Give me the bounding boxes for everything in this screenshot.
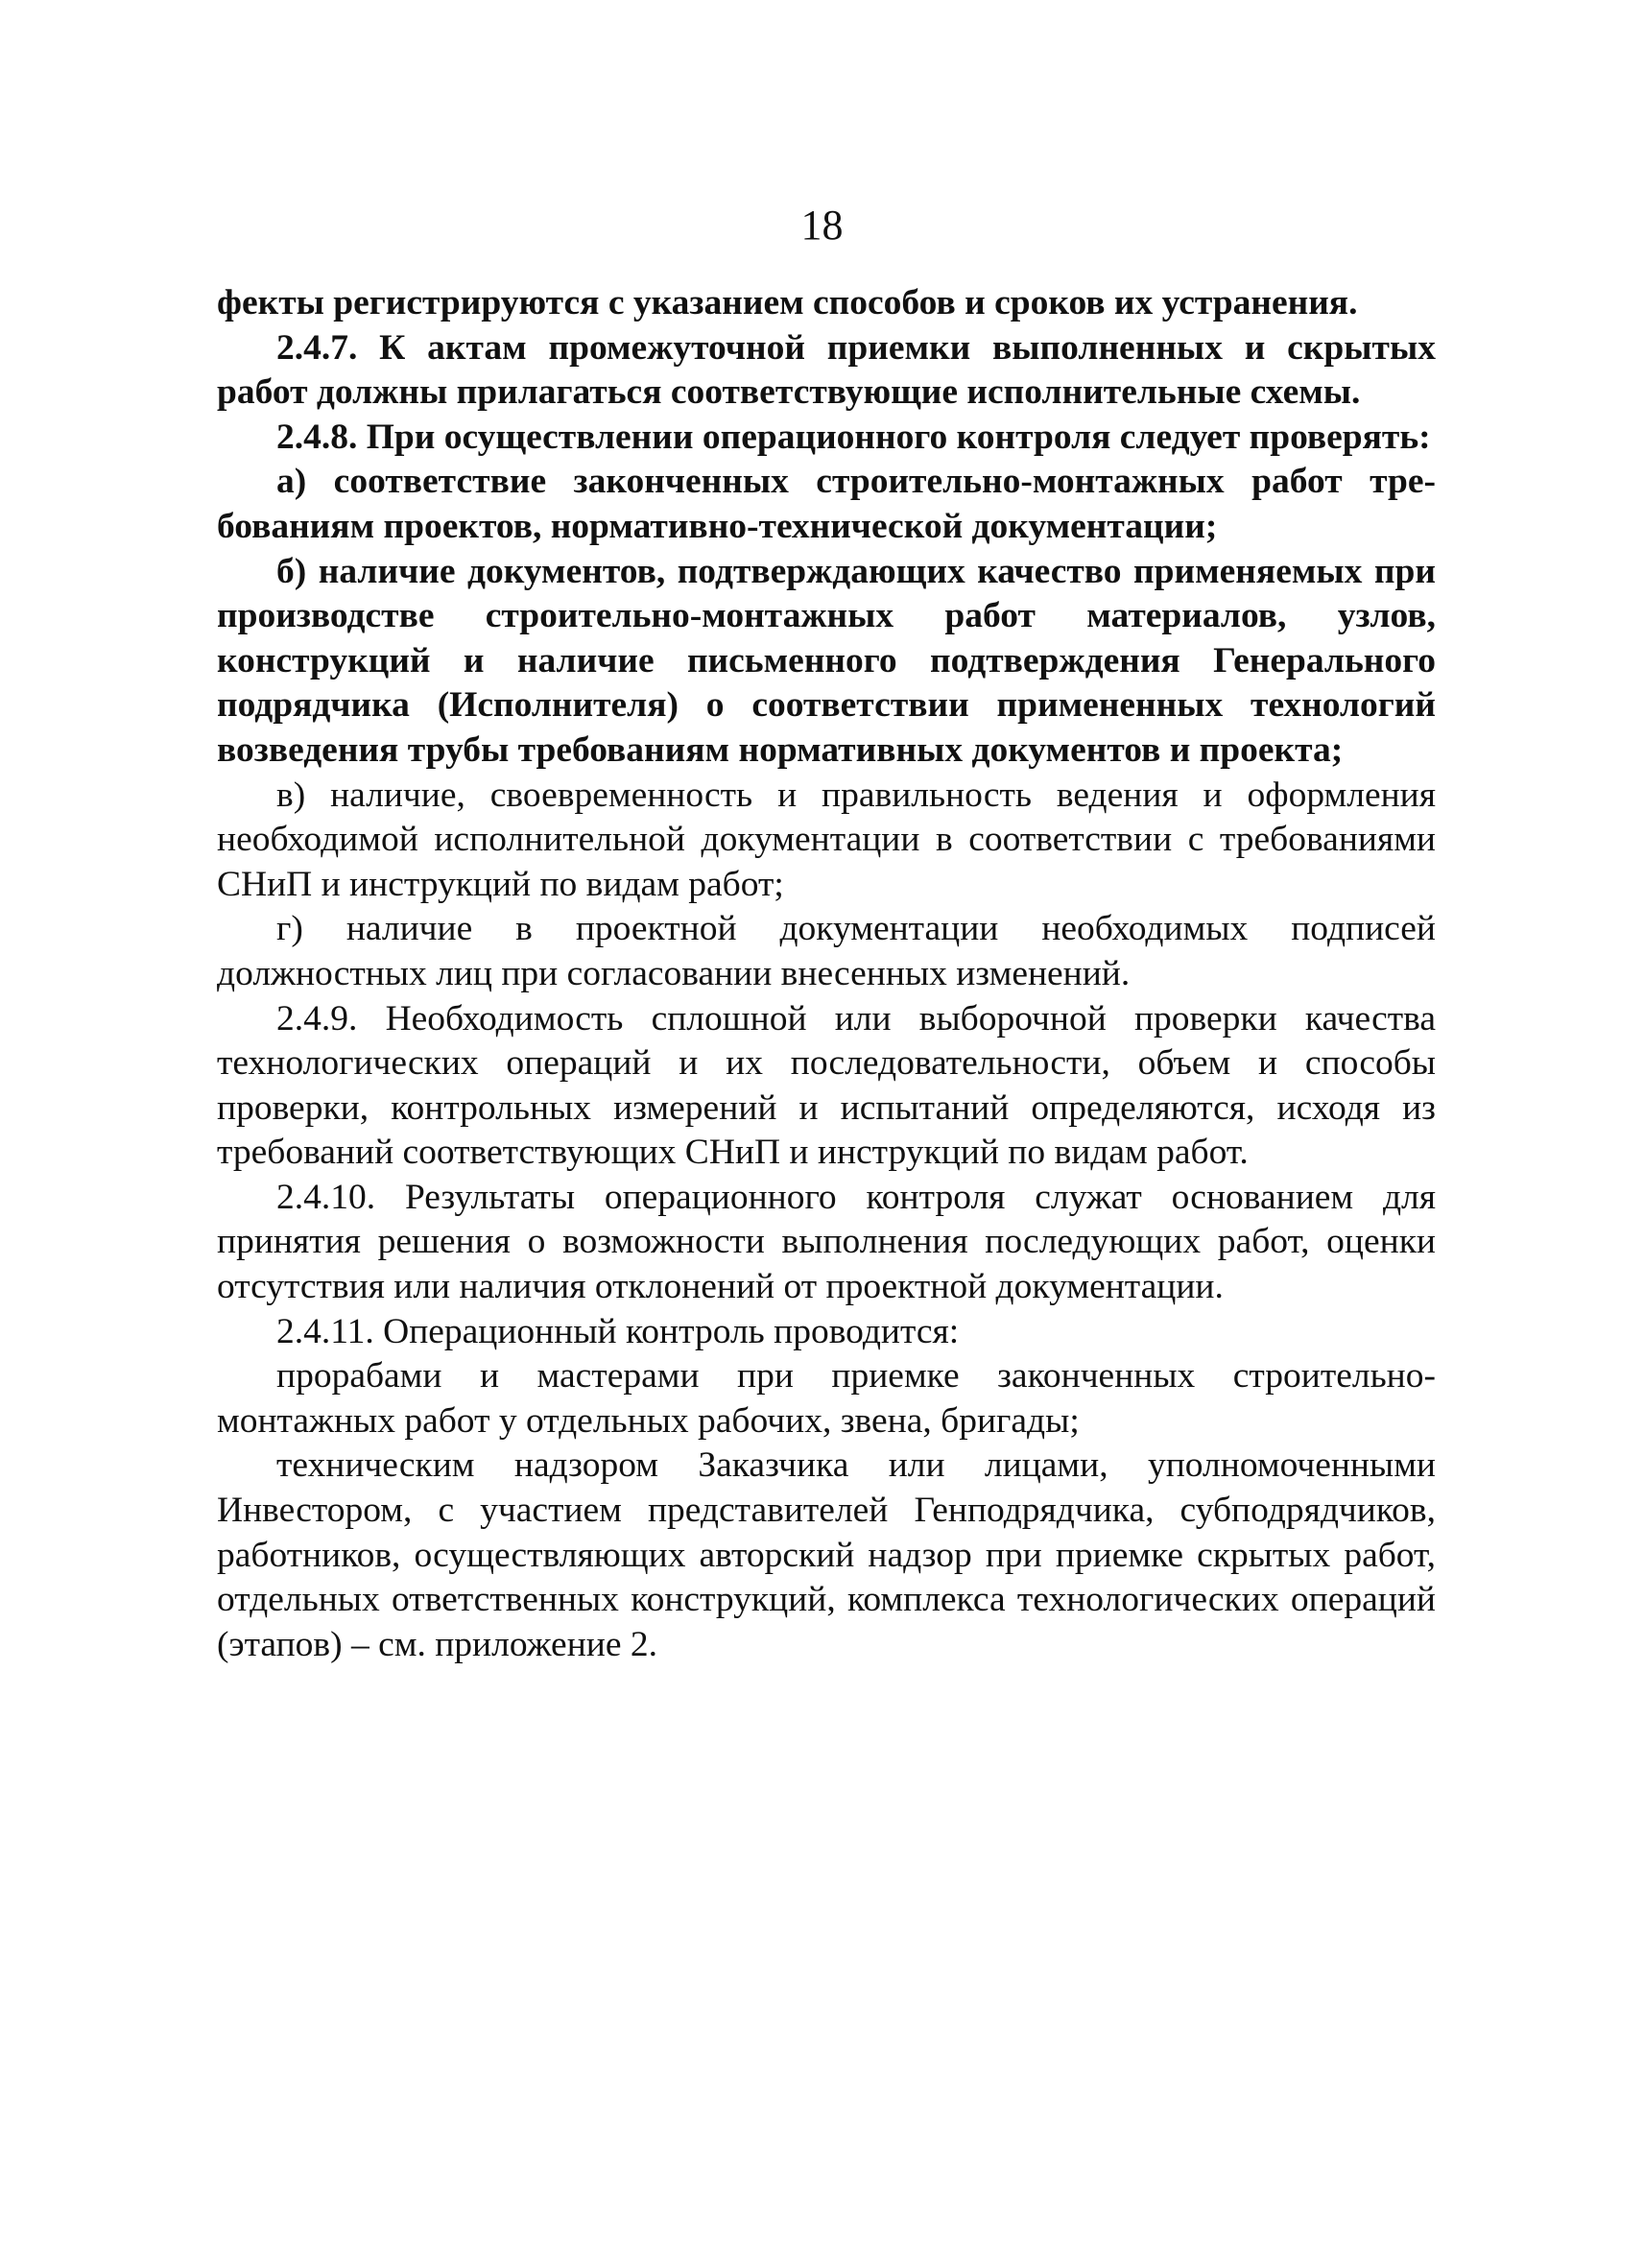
paragraph-technical-supervision: техническим надзором Заказчика или лицами, уполномоченными Инвестором, с участием представителей Генподрядчика, субподрядчиков, работников, осуществляющих авторский надзор при приемке скрытых работ, отдельных ответственных конструкций, комплекса технологических операций (этапов) – см. приложение 2. [217, 1445, 1436, 1664]
list-item-b: б) наличие документов, подтверждающих качество применяемых при производстве строительно-монтажных работ материалов, узлов, конструкций и наличие письменного подтверждения Генерального подрядчика (Исполнителя) о соответствии примененных технологий возведения трубы требованиям нормативных документов и проекта; [217, 551, 1436, 770]
paragraph-2-4-7: 2.4.7. К актам промежуточной приемки выполненных и скрытых работ должны прилагаться соответствующие исполнительные схемы. [217, 327, 1436, 413]
page-number: 18 [800, 202, 844, 249]
list-item-v: в) наличие, своевременность и правильность ведения и оформления необходимой исполнительной документации в соответствии с требованиями СНиП и инструкций по видам работ; [217, 775, 1436, 904]
paragraph-2-4-8: 2.4.8. При осуществлении операционного контроля следует проверять: [276, 417, 1431, 457]
document-body [217, 281, 1436, 1667]
paragraph-foremen: прорабами и мастерами при приемке законченных строительно-монтажных работ у отдельных рабочих, звена, бригады; [217, 1356, 1436, 1441]
list-item-g: г) наличие в проектной документации необходимых подписей должностных лиц при согласовании внесенных изменений. [217, 909, 1436, 993]
paragraph-intro: фекты регистрируются с указанием способов и сроков их устранения. [217, 283, 1358, 322]
paragraph-2-4-11: 2.4.11. Операционный контроль проводится: [276, 1311, 960, 1351]
list-item-a: а) соответствие законченных строительно-монтажных работ требованиям проектов, нормативно-технической документации; [217, 462, 1436, 546]
paragraph-2-4-9: 2.4.9. Необходимость сплошной или выборочной проверки качества технологических операций и их последовательности, объем и способы проверки, контрольных измерений и испытаний определяются, исходя из требований соответствующих СНиП и инструкций по видам работ. [217, 998, 1436, 1173]
paragraph-2-4-10: 2.4.10. Результаты операционного контроля служат основанием для принятия решения о возможности выполнения последующих работ, оценки отсутствия или наличия отклонений от проектной документации. [217, 1177, 1436, 1307]
